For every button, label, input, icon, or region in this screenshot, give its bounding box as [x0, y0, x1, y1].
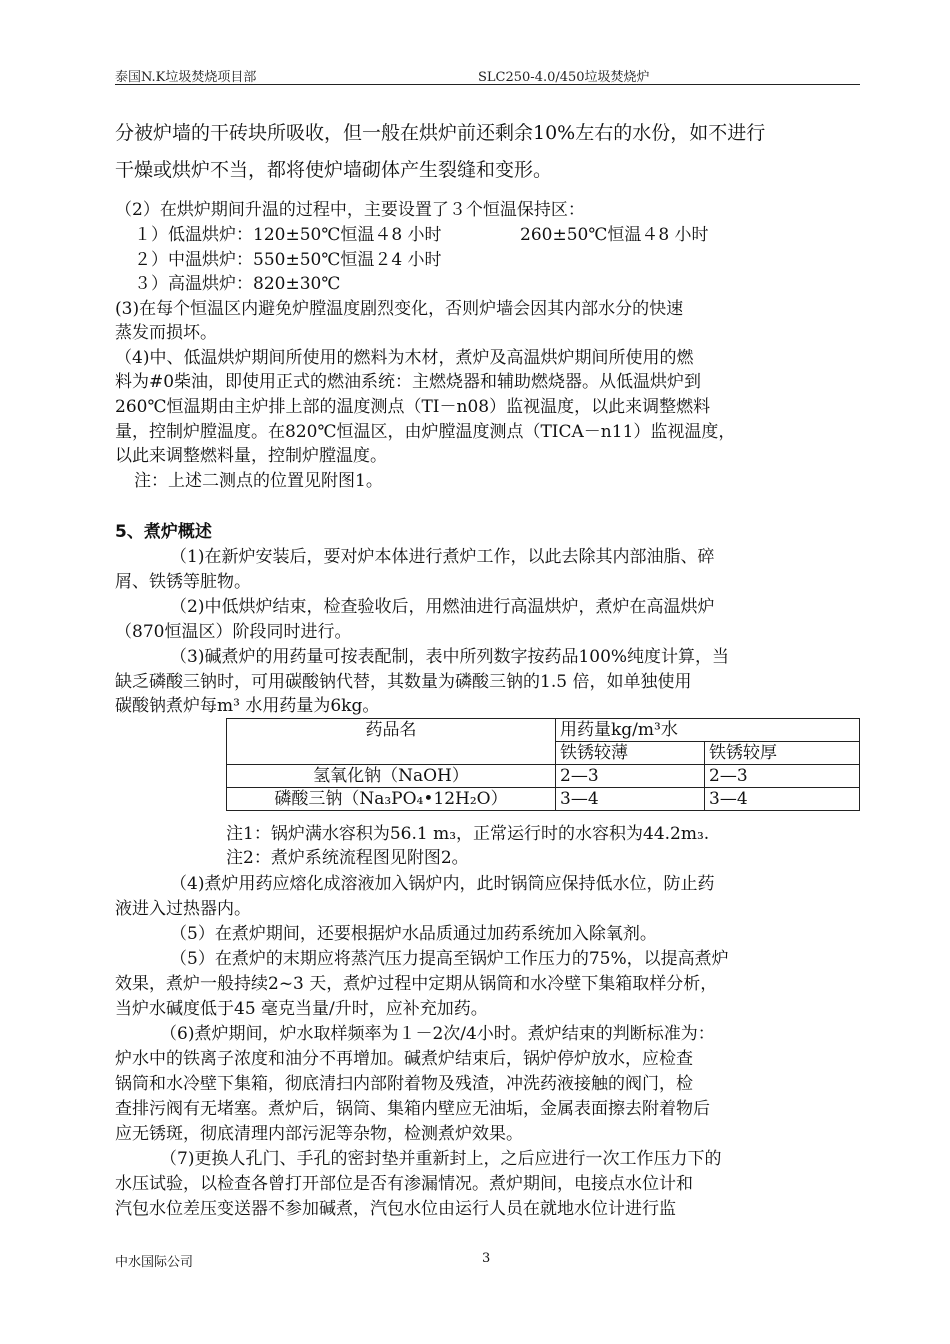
paragraph-line: （7)更换人孔门、手孔的密封垫并重新封上，之后应进行一次工作压力下的	[160, 1149, 722, 1169]
paragraph-line: 量，控制炉膛温度。在820℃恒温区，由炉膛温度测点（TICA－n11）监视温度，	[115, 422, 736, 442]
paragraph-line: 以此来调整燃料量，控制炉膛温度。	[115, 446, 387, 466]
paragraph-line: 260℃恒温期由主炉排上部的温度测点（TI－n08）监视温度，以此来调整燃料	[115, 397, 711, 417]
paragraph-line: 当炉水碱度低于45 毫克当量/升时，应补充加药。	[115, 999, 488, 1019]
paragraph-line: （6)煮炉期间，炉水取样频率为１－2次/4小时。煮炉结束的判断标准为：	[160, 1024, 715, 1044]
paragraph-line: （4)煮炉用药应熔化成溶液加入锅炉内，此时锅筒应保持低水位，防止药	[170, 874, 715, 894]
table-cell: 3—4	[705, 788, 860, 811]
table-header-thin: 铁锈较薄	[556, 742, 705, 765]
paragraph-line: ３）高温烘炉：820±30℃	[134, 274, 341, 294]
paragraph-line: 分被炉墙的干砖块所吸收，但一般在烘炉前还剩余10%左右的水份，如不进行	[115, 122, 766, 144]
paragraph-line: (3)在每个恒温区内避免炉膛温度剧烈变化，否则炉墙会因其内部水分的快速	[115, 299, 684, 319]
note-line: 注2：煮炉系统流程图见附图2。	[226, 848, 469, 868]
header-rule	[115, 84, 860, 85]
table-header-thick: 铁锈较厚	[705, 742, 860, 765]
table-cell: 氢氧化钠（NaOH）	[227, 765, 556, 788]
paragraph-line: 干燥或烘炉不当，都将使炉墙砌体产生裂缝和变形。	[115, 159, 553, 181]
paragraph-line: 蒸发而损坏。	[115, 323, 217, 343]
paragraph-line: 应无锈斑，彻底清理内部污泥等杂物，检测煮炉效果。	[115, 1124, 523, 1144]
paragraph-line: 汽包水位差压变送器不参加碱煮，汽包水位由运行人员在就地水位计进行监	[115, 1199, 676, 1219]
paragraph-line: （5）在煮炉期间，还要根据炉水品质通过加药系统加入除氧剂。	[170, 924, 657, 944]
paragraph-line: 锅筒和水冷壁下集箱，彻底清扫内部附着物及残渣，冲洗药液接触的阀门，检	[115, 1074, 693, 1094]
paragraph-line: ２）中温烘炉：550±50℃恒温２4 小时	[134, 250, 442, 270]
paragraph-line: 炉水中的铁离子浓度和油分不再增加。碱煮炉结束后，锅炉停炉放水，应检查	[115, 1049, 693, 1069]
paragraph-line: （1)在新炉安装后，要对炉本体进行煮炉工作，以此去除其内部油脂、碎	[170, 547, 715, 567]
paragraph-line: （4)中、低温烘炉期间所使用的燃料为木材，煮炉及高温烘炉期间所使用的燃	[115, 348, 694, 368]
table-header-name: 药品名	[227, 719, 556, 765]
paragraph-line: （870恒温区）阶段同时进行。	[115, 622, 352, 642]
paragraph-line: 查排污阀有无堵塞。煮炉后，锅筒、集箱内壁应无油垢，金属表面擦去附着物后	[115, 1099, 710, 1119]
paragraph-line: 屑、铁锈等脏物。	[115, 572, 251, 592]
paragraph-line: 260±50℃恒温４8 小时	[520, 225, 709, 245]
paragraph-line: （2）在烘炉期间升温的过程中，主要设置了３个恒温保持区：	[115, 200, 585, 220]
paragraph-line: 料为#0柴油，即使用正式的燃油系统：主燃烧器和辅助燃烧器。从低温烘炉到	[115, 372, 702, 392]
paragraph-line: 效果，煮炉一般持续2~3 天，煮炉过程中定期从锅筒和水冷壁下集箱取样分析，	[115, 974, 718, 994]
paragraph-line: （3)碱煮炉的用药量可按表配制，表中所列数字按药品100%纯度计算，当	[170, 647, 730, 667]
table-cell: 2—3	[705, 765, 860, 788]
table-cell: 2—3	[556, 765, 705, 788]
paragraph-line: １）低温烘炉：120±50℃恒温４8 小时	[134, 225, 442, 245]
paragraph-line: 缺乏磷酸三钠时，可用碳酸钠代替，其数量为磷酸三钠的1.5 倍，如单独使用	[115, 672, 692, 692]
table-cell: 3—4	[556, 788, 705, 811]
note-line: 注1：锅炉满水容积为56.1 m₃，正常运行时的水容积为44.2m₃.	[226, 824, 710, 844]
paragraph-line: 碳酸钠煮炉每m³ 水用药量为6kg。	[115, 696, 380, 716]
table-header-dose: 用药量kg/m³水	[556, 719, 860, 742]
dosage-table	[226, 718, 860, 811]
header-left: 泰国N.K垃圾焚烧项目部	[115, 70, 257, 85]
section-heading: 5、煮炉概述	[115, 522, 212, 542]
footer-left: 中水国际公司	[115, 1255, 194, 1270]
note-line: 注：上述二测点的位置见附图1。	[134, 471, 383, 491]
paragraph-line: （2)中低烘炉结束，检查验收后，用燃油进行高温烘炉，煮炉在高温烘炉	[170, 597, 715, 617]
page-number: 3	[482, 1251, 491, 1266]
paragraph-line: 液进入过热器内。	[115, 899, 251, 919]
header-right: SLC250-4.0/450垃圾焚烧炉	[478, 70, 650, 85]
paragraph-line: （5）在煮炉的末期应将蒸汽压力提高至锅炉工作压力的75%，以提高煮炉	[170, 949, 729, 969]
paragraph-line: 水压试验，以检查各曾打开部位是否有渗漏情况。煮炉期间，电接点水位计和	[115, 1174, 693, 1194]
table-cell: 磷酸三钠（Na₃PO₄•12H₂O）	[227, 788, 556, 811]
